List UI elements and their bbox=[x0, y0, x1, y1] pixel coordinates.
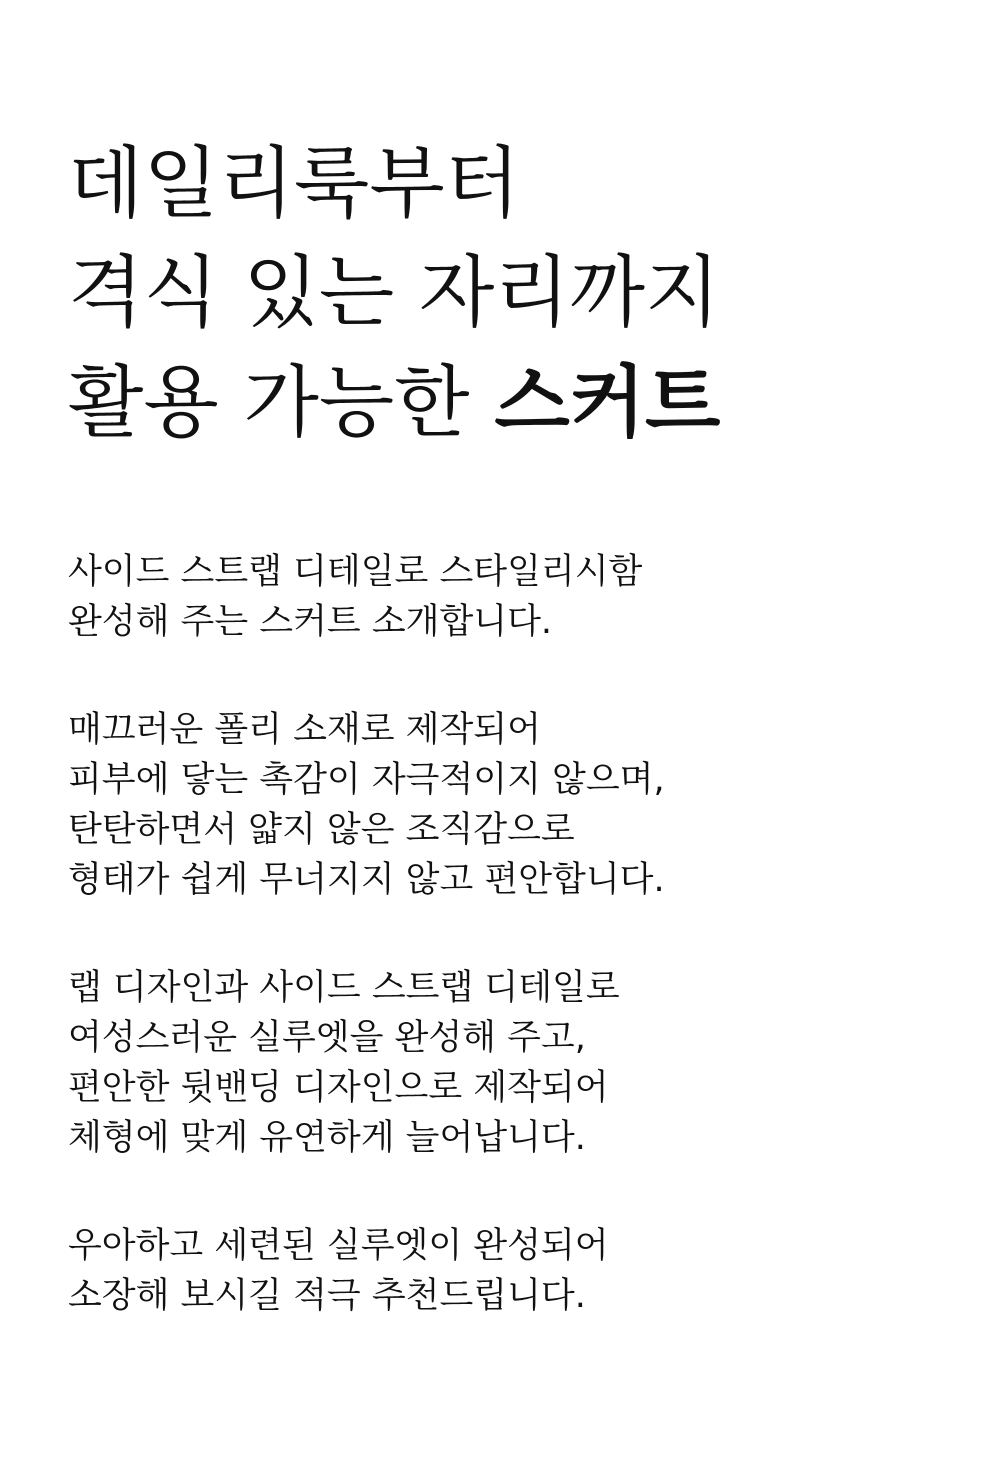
description-line: 사이드 스트랩 디테일로 스타일리시함 bbox=[68, 552, 643, 592]
description-line: 우아하고 세련된 실루엣이 완성되어 bbox=[68, 1226, 609, 1266]
description-paragraph-fabric bbox=[68, 705, 960, 905]
description-line: 탄탄하면서 얇지 않은 조직감으로 bbox=[68, 810, 575, 850]
product-description-text bbox=[68, 547, 960, 1321]
description-paragraph-design bbox=[68, 963, 960, 1163]
description-line: 형태가 쉽게 무너지지 않고 편안합니다. bbox=[68, 860, 665, 900]
description-line: 체형에 맞게 유연하게 늘어납니다. bbox=[68, 1118, 586, 1158]
description-line: 편안한 뒷밴딩 디자인으로 제작되어 bbox=[68, 1068, 609, 1108]
description-line: 소장해 보시길 적극 추천드립니다. bbox=[68, 1276, 586, 1316]
description-line: 여성스러운 실루엣을 완성해 주고, bbox=[68, 1018, 586, 1058]
description-line: 매끄러운 폴리 소재로 제작되어 bbox=[68, 710, 541, 750]
description-line: 완성해 주는 스커트 소개합니다. bbox=[68, 602, 553, 642]
product-headline bbox=[68, 130, 960, 458]
description-paragraph-intro bbox=[68, 547, 960, 647]
description-line: 피부에 닿는 촉감이 자극적이지 않으며, bbox=[68, 760, 665, 800]
headline-product-keyword: 스커트 bbox=[494, 357, 721, 448]
description-paragraph-recommendation bbox=[68, 1221, 960, 1321]
headline-line-1: 데일리룩부터 bbox=[68, 139, 521, 229]
headline-line-3 bbox=[68, 348, 960, 458]
headline-line-3-prefix: 활용 가능한 bbox=[68, 358, 495, 448]
headline-line-2: 격식 있는 자리까지 bbox=[68, 248, 721, 338]
description-line: 랩 디자인과 사이드 스트랩 디테일로 bbox=[68, 968, 620, 1008]
